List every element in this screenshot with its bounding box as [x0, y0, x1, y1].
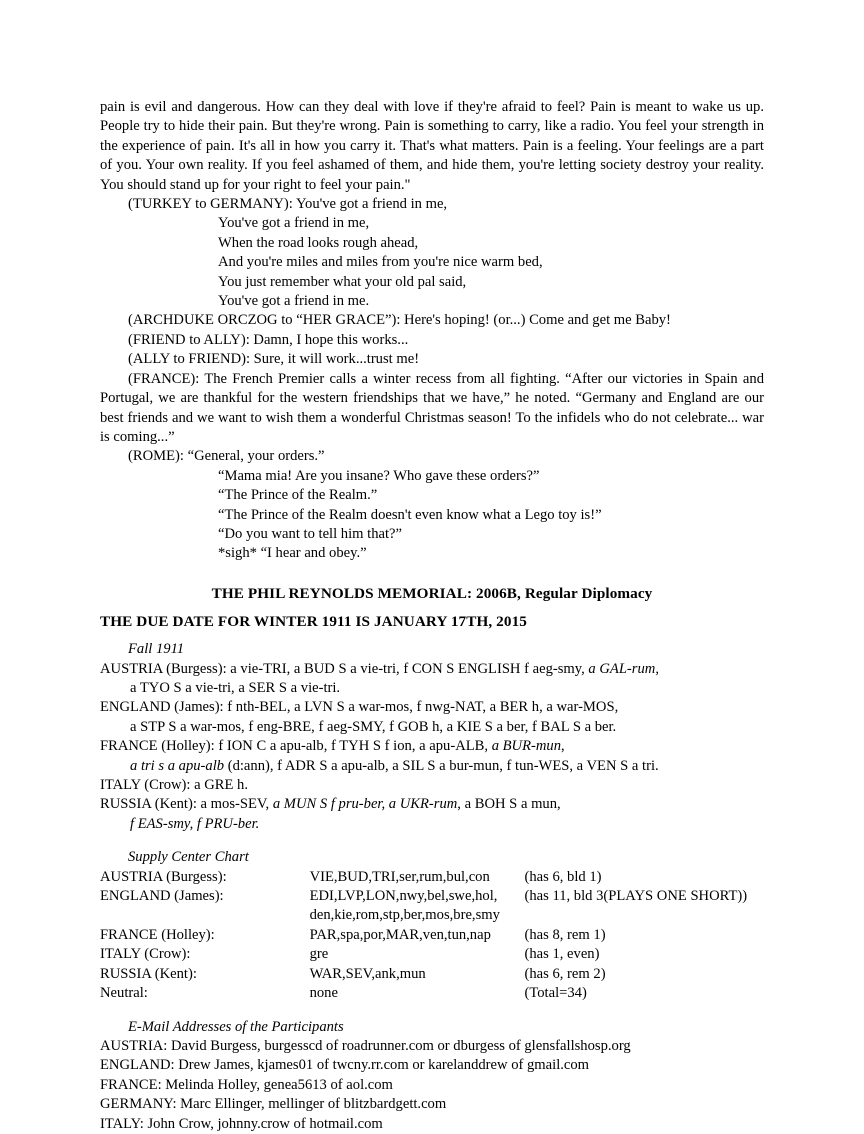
song-line: You've got a friend in me. [218, 293, 370, 310]
order-line-italy: ITALY (Crow): a GRE h. [100, 777, 249, 794]
season-label: Fall 1911 [128, 641, 185, 658]
memorial-heading: THE PHIL REYNOLDS MEMORIAL: 2006B, Regular Diplomacy [211, 584, 653, 602]
table-row [100, 965, 764, 984]
order-line-france: FRANCE (Holley): f ION C a apu-alb, f TYH S f ion, a apu-ALB, a BUR-mun, [100, 738, 565, 755]
sc-power: ITALY (Crow): [100, 946, 191, 963]
rome-line: “The Prince of the Realm doesn't even know what a Lego toy is!” [218, 506, 602, 523]
table-row [100, 926, 764, 945]
order-line-russia: RUSSIA (Kent): a mos-SEV, a MUN S f pru-ber, a UKR-rum, a BOH S a mun, [100, 796, 561, 813]
sc-centers: none [309, 985, 338, 1002]
sc-centers-cont: den,kie,rom,stp,ber,mos,bre,smy [309, 907, 500, 924]
sc-centers: WAR,SEV,ank,mun [309, 965, 426, 982]
due-date-heading: THE DUE DATE FOR WINTER 1911 IS JANUARY 17TH, 2015 [100, 612, 527, 630]
dialogue-friend-to-ally: (FRIEND to ALLY): Damn, I hope this works... [128, 331, 409, 348]
email-line: FRANCE: Melinda Holley, genea5613 of aol.com [100, 1076, 393, 1093]
orders-block [100, 660, 764, 835]
dialogue-rome: (ROME): “General, your orders.” [128, 448, 325, 465]
sc-power: FRANCE (Holley): [100, 926, 215, 943]
sc-power: AUSTRIA (Burgess): [100, 868, 227, 885]
sc-centers: PAR,spa,por,MAR,ven,tun,nap [309, 926, 491, 943]
sc-status: (has 6, rem 2) [524, 965, 606, 982]
table-row [100, 887, 764, 906]
song-line: And you're miles and miles from you're nice warm bed, [218, 254, 543, 271]
order-line-england-cont: a STP S a war-mos, f eng-BRE, f aeg-SMY, f GOB h, a KIE S a ber, f BAL S a ber. [130, 718, 617, 735]
rome-line: *sigh* “I hear and obey.” [218, 545, 367, 562]
sc-status: (has 1, even) [524, 946, 600, 963]
table-row-cont [100, 906, 764, 925]
song-line: When the road looks rough ahead, [218, 234, 419, 251]
dialogue-ally-to-friend: (ALLY to FRIEND): Sure, it will work...trust me! [128, 351, 420, 368]
sc-power: ENGLAND (James): [100, 888, 224, 905]
order-line-england: ENGLAND (James): f nth-BEL, a LVN S a war-mos, f nwg-NAT, a BER h, a war-MOS, [100, 699, 619, 716]
table-row [100, 984, 764, 1003]
sc-centers: gre [309, 946, 329, 963]
table-row [100, 868, 764, 887]
song-line: You just remember what your old pal said, [218, 273, 467, 290]
order-line-austria: AUSTRIA (Burgess): a vie-TRI, a BUD S a vie-tri, f CON S ENGLISH f aeg-smy, a GAL-rum, [100, 660, 659, 677]
sc-status: (Total=34) [524, 985, 587, 1002]
song-line: You've got a friend in me, [218, 215, 370, 232]
email-line: GERMANY: Marc Ellinger, mellinger of blitzbardgett.com [100, 1096, 447, 1113]
supply-center-chart-title: Supply Center Chart [128, 849, 249, 866]
body-paragraph: pain is evil and dangerous. How can they deal with love if they're afraid to feel? Pain is meant to wake us up. People try to hide their pain. But they're wrong. Pain is something to carry, like a radio. You feel your strength in the experience of pain. It's all in how you carry it. That's what matters. Pain is a feeling. Your feelings are a part of you. Your own reality. If you feel ashamed of them, and hide them, you're letting society destroy your reality. You should stand up for your right to feel your pain." [100, 99, 764, 193]
email-section-title: E-Mail Addresses of the Participants [128, 1018, 344, 1035]
document-content [100, 98, 764, 1134]
sc-status: (has 11, bld 3(PLAYS ONE SHORT)) [524, 888, 748, 905]
email-line: AUSTRIA: David Burgess, burgesscd of roadrunner.com or dburgess of glensfallshosp.org [100, 1037, 631, 1054]
email-line: ENGLAND: Drew James, kjames01 of twcny.rr.com or karelanddrew of gmail.com [100, 1057, 590, 1074]
rome-line: “Mama mia! Are you insane? Who gave these orders?” [218, 467, 540, 484]
email-line: ITALY: John Crow, johnny.crow of hotmail.com [100, 1115, 383, 1132]
sc-power: Neutral: [100, 985, 148, 1002]
order-line-russia-cont: f EAS-smy, f PRU-ber. [130, 815, 260, 832]
dialogue-turkey-germany: (TURKEY to GERMANY): You've got a friend in me, [128, 196, 448, 213]
rome-line: “Do you want to tell him that?” [218, 525, 402, 542]
sc-power: RUSSIA (Kent): [100, 965, 197, 982]
order-line-france-cont: a tri s a apu-alb (d:ann), f ADR S a apu-alb, a SIL S a bur-mun, f tun-WES, a VEN S a tri. [130, 757, 659, 774]
sc-centers: EDI,LVP,LON,nwy,bel,swe,hol, [309, 888, 498, 905]
rome-line: “The Prince of the Realm.” [218, 487, 378, 504]
supply-center-table [100, 868, 764, 1004]
sc-status: (has 6, bld 1) [524, 868, 602, 885]
sc-status: (has 8, rem 1) [524, 926, 606, 943]
sc-centers: VIE,BUD,TRI,ser,rum,bul,con [309, 868, 490, 885]
order-line-austria-cont: a TYO S a vie-tri, a SER S a vie-tri. [130, 680, 341, 696]
dialogue-france: (FRANCE): The French Premier calls a winter recess from all fighting. “After our victories in Spain and Portugal, we are thankful for the western friendships that we have,” he noted. “Germany and England are our best friends and we want to wish them a wonderful Christmas season! To the infidels who do not celebrate... war is coming...” [100, 370, 764, 445]
table-row [100, 945, 764, 964]
dialogue-archduke: (ARCHDUKE ORCZOG to “HER GRACE”): Here's hoping! (or...) Come and get me Baby! [128, 312, 671, 329]
